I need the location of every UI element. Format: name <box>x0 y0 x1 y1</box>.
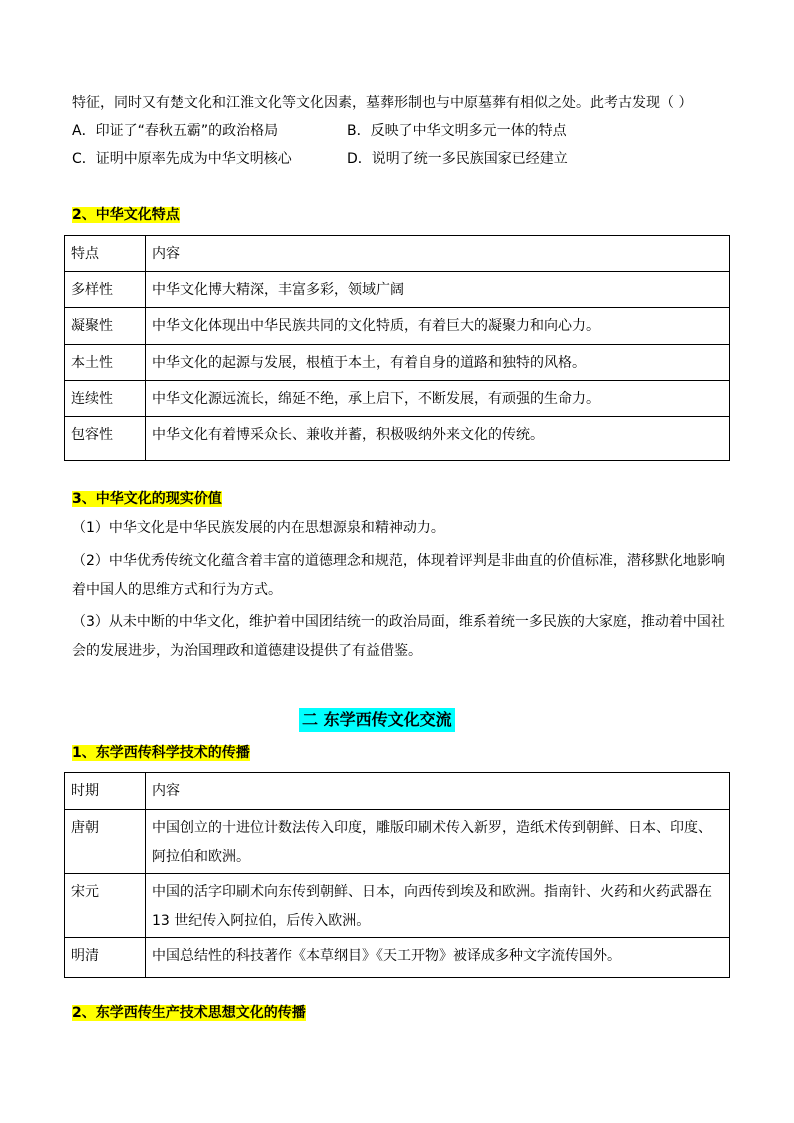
header-cell: 内容 <box>146 773 730 810</box>
part-title: 二 东学西传文化交流 <box>299 708 455 732</box>
section-heading: 2、中华文化特点 <box>72 207 180 223</box>
period-content: 中国的活字印刷术向东传到朝鲜、日本，向西传到埃及和欧洲。指南针、火药和火药武器在 13 世纪传入阿拉伯，后传入欧洲。 <box>146 874 730 938</box>
paragraph: （3）从未中断的中华文化，维护着中国团结统一的政治局面，维系着统一多民族的大家庭，推动着中国社会的发展进步，为治国理政和道德建设提供了有益借鉴。 <box>72 614 725 659</box>
table-row <box>65 417 730 461</box>
paragraph: （1）中华文化是中华民族发展的内在思想源泉和精神动力。 <box>72 520 445 536</box>
feature-content: 中华文化的起源与发展，根植于本土，有着自身的道路和独特的风格。 <box>146 345 730 381</box>
feature-name: 多样性 <box>65 272 146 308</box>
feature-content: 中华文化体现出中华民族共同的文化特质，有着巨大的凝聚力和向心力。 <box>146 308 730 345</box>
feature-name: 凝聚性 <box>65 308 146 345</box>
table-row <box>65 308 730 345</box>
option-b: B．反映了中华文明多元一体的特点 <box>347 123 567 139</box>
features-table <box>64 235 730 461</box>
section-heading: 3、中华文化的现实价值 <box>72 491 222 507</box>
feature-content: 中华文化有着博采众长、兼收并蓄，积极吸纳外来文化的传统。 <box>146 417 730 461</box>
period-content: 中国创立的十进位计数法传入印度，雕版印刷术传入新罗，造纸术传到朝鲜、日本、印度、阿拉伯和欧洲。 <box>146 810 730 874</box>
feature-content: 中华文化源远流长，绵延不绝，承上启下，不断发展，有顽强的生命力。 <box>146 381 730 417</box>
feature-name: 连续性 <box>65 381 146 417</box>
table-row <box>65 381 730 417</box>
science-tech-table <box>64 772 730 978</box>
period-name: 唐朝 <box>65 810 146 874</box>
table-header-row <box>65 773 730 810</box>
period-name: 宋元 <box>65 874 146 938</box>
header-cell: 时期 <box>65 773 146 810</box>
period-name: 明清 <box>65 938 146 978</box>
feature-name: 本土性 <box>65 345 146 381</box>
table-row <box>65 272 730 308</box>
section-heading: 1、东学西传科学技术的传播 <box>72 745 250 761</box>
header-cell: 内容 <box>146 236 730 272</box>
period-content: 中国总结性的科技著作《本草纲目》《天工开物》被译成多种文字流传国外。 <box>146 938 730 978</box>
feature-content: 中华文化博大精深，丰富多彩，领域广阔 <box>146 272 730 308</box>
header-cell: 特点 <box>65 236 146 272</box>
table-row <box>65 810 730 874</box>
question-stem: 特征，同时又有楚文化和江淮文化等文化因素，墓葬形制也与中原墓葬有相似之处。此考古发现（ ） <box>72 95 693 111</box>
table-row <box>65 874 730 938</box>
table-row <box>65 938 730 978</box>
option-a: A．印证了“春秋五霸”的政治格局 <box>72 123 279 139</box>
option-c: C．证明中原率先成为中华文明核心 <box>72 151 292 167</box>
section-heading: 2、东学西传生产技术思想文化的传播 <box>72 1005 306 1021</box>
table-header-row <box>65 236 730 272</box>
option-d: D．说明了统一多民族国家已经建立 <box>347 151 568 167</box>
table-row <box>65 345 730 381</box>
feature-name: 包容性 <box>65 417 146 461</box>
paragraph: （2）中华优秀传统文化蕴含着丰富的道德理念和规范，体现着评判是非曲直的价值标准，潜移默化地影响着中国人的思维方式和行为方式。 <box>72 553 725 598</box>
